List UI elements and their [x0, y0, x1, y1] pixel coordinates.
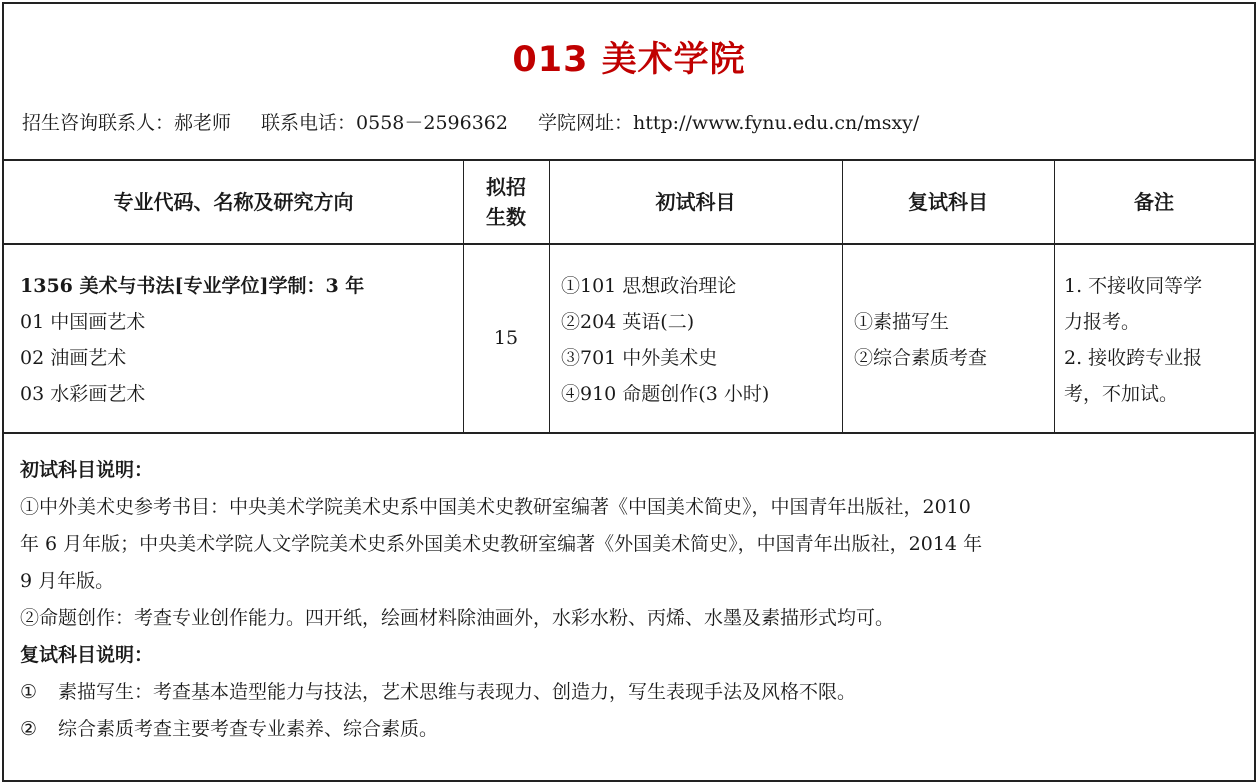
initial-note-line: 9 月年版。 [20, 570, 115, 592]
header-retest-label: 复试科目 [908, 190, 988, 214]
remark-line: 1. 不接收同等学 [1064, 275, 1203, 297]
header-initial-label: 初试科目 [655, 190, 736, 214]
remark-line: 考，不加试。 [1064, 383, 1179, 405]
header-enrollment-line-1: 拟招 [486, 175, 526, 199]
college-website: 学院网址：http://www.fynu.edu.cn/msxy/ [538, 112, 920, 134]
retest-subject-item: ①素描写生 [854, 311, 950, 333]
retest-note-number: ② [20, 718, 38, 740]
header-remarks-label: 备注 [1134, 190, 1174, 214]
admission-sheet [2, 2, 1256, 782]
table-bottom-border [4, 432, 1254, 434]
remark-line: 2. 接收跨专业报 [1064, 347, 1203, 369]
header-major [4, 160, 463, 244]
initial-subjects-cell [561, 244, 841, 432]
contact-line [22, 108, 919, 135]
retest-subjects-cell [854, 244, 1052, 432]
header-enrollment-line-2: 生数 [486, 205, 526, 229]
remark-line: 力报考。 [1064, 311, 1141, 333]
initial-subject-item: ③701 中外美术史 [561, 347, 718, 369]
retest-subject-item: ②综合素质考查 [854, 347, 988, 369]
retest-note-text: 素描写生：考查基本造型能力与技法，艺术思维与表现力、创造力，写生表现手法及风格不限。 [58, 681, 857, 703]
page-title: 013 美术学院 [512, 40, 746, 80]
contact-person: 招生咨询联系人：郝老师 [22, 112, 232, 134]
retest-note-item [20, 711, 1248, 748]
enrollment-cell [463, 244, 549, 432]
major-cell [20, 244, 460, 432]
major-name: 1356 美术与书法[专业学位]学制：3 年 [20, 275, 365, 297]
initial-subject-item: ②204 英语(二) [561, 311, 695, 333]
header-major-label: 专业代码、名称及研究方向 [113, 190, 354, 214]
initial-note-line: ②命题创作：考查专业创作能力。四开纸，绘画材料除油画外，水彩水粉、丙烯、水墨及素描形式均可。 [20, 607, 895, 629]
initial-notes-heading: 初试科目说明： [20, 459, 154, 481]
remarks-cell [1064, 244, 1254, 432]
initial-subject-item: ④910 命题创作(3 小时) [561, 383, 770, 405]
header-remarks [1054, 160, 1254, 244]
header-enrollment [463, 160, 549, 244]
initial-subject-item: ①101 思想政治理论 [561, 275, 737, 297]
direction-item: 02 油画艺术 [20, 347, 127, 369]
enrollment-value: 15 [493, 327, 519, 349]
retest-note-text: 综合素质考查主要考查专业素养、综合素质。 [58, 718, 439, 740]
notes-section [20, 452, 1248, 748]
direction-item: 01 中国画艺术 [20, 311, 146, 333]
header-initial-subjects [549, 160, 842, 244]
header-retest-subjects [842, 160, 1054, 244]
retest-note-number: ① [20, 681, 38, 703]
initial-note-line: ①中外美术史参考书目：中央美术学院美术史系中国美术史教研室编著《中国美术简史》，中国青年出版社，2010 [20, 496, 971, 518]
retest-note-item [20, 674, 1248, 711]
contact-phone: 联系电话：0558－2596362 [261, 112, 508, 134]
direction-item: 03 水彩画艺术 [20, 383, 146, 405]
retest-notes-heading: 复试科目说明： [20, 644, 154, 666]
initial-note-line: 年 6 月年版；中央美术学院人文学院美术史系外国美术史教研室编著《外国美术简史》，中国青年出版社，2014 年 [20, 533, 983, 555]
